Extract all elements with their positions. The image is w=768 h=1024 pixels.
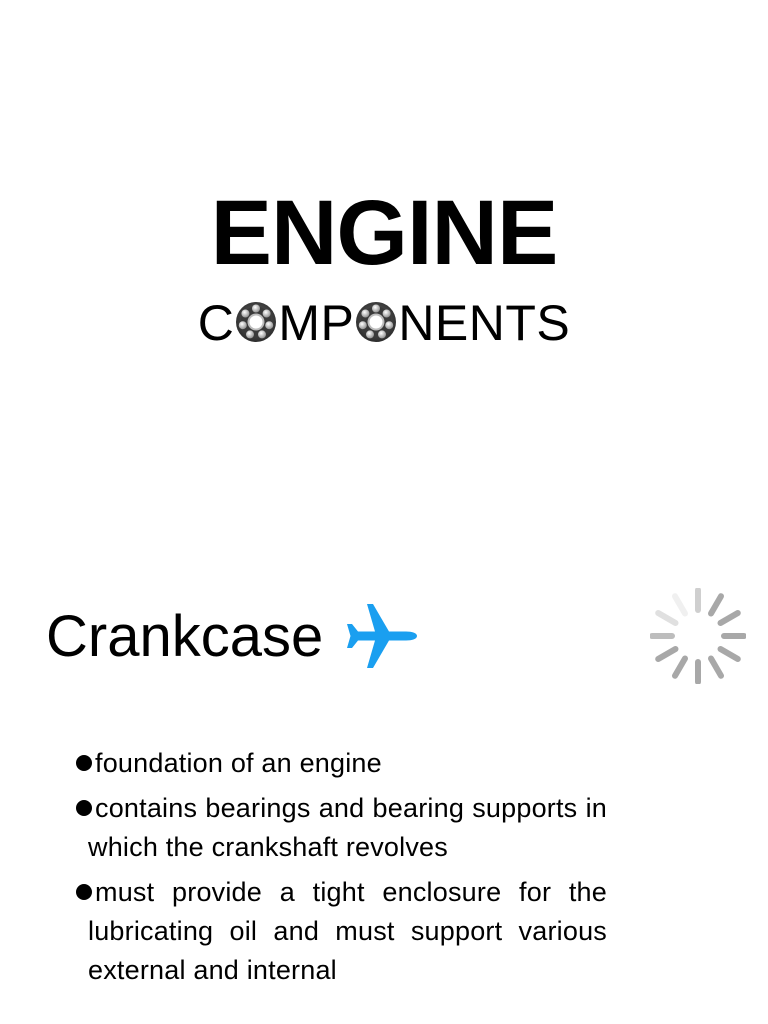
bullet-text: foundation of an engine: [95, 748, 382, 778]
ball-bearing-icon: [355, 301, 397, 343]
list-item: [74, 789, 607, 867]
bullet-icon: [76, 755, 92, 771]
spinner-spoke: [675, 659, 685, 676]
airplane-icon: [341, 596, 421, 676]
bullet-icon: [76, 800, 92, 816]
list-item: [74, 744, 607, 783]
subtitle-part: MP: [278, 295, 355, 351]
page-subtitle: [0, 294, 768, 352]
bullet-text: contains bearings and bearing supports in which the crankshaft revolves: [88, 793, 607, 862]
spinner-spoke: [658, 613, 675, 623]
spinner-spoke: [711, 659, 721, 676]
page-title: ENGINE: [210, 182, 558, 284]
spinner-spoke: [658, 649, 675, 659]
subtitle-part: C: [197, 295, 235, 351]
bullet-list: [74, 744, 607, 996]
bullet-text: must provide a tight enclosure for the lubricating oil and must support various external and internal: [88, 877, 607, 985]
ball-bearing-icon: [235, 301, 277, 343]
spinner-spoke: [721, 649, 738, 659]
section-heading: [46, 600, 421, 672]
spinner-spoke: [711, 596, 721, 613]
list-item: [74, 873, 607, 990]
spinner-spoke: [721, 613, 738, 623]
spinner-spoke: [675, 596, 685, 613]
loading-spinner-icon: [650, 588, 746, 684]
section-heading-text: Crankcase: [46, 603, 324, 669]
bullet-icon: [76, 884, 92, 900]
subtitle-part: NENTS: [398, 295, 571, 351]
